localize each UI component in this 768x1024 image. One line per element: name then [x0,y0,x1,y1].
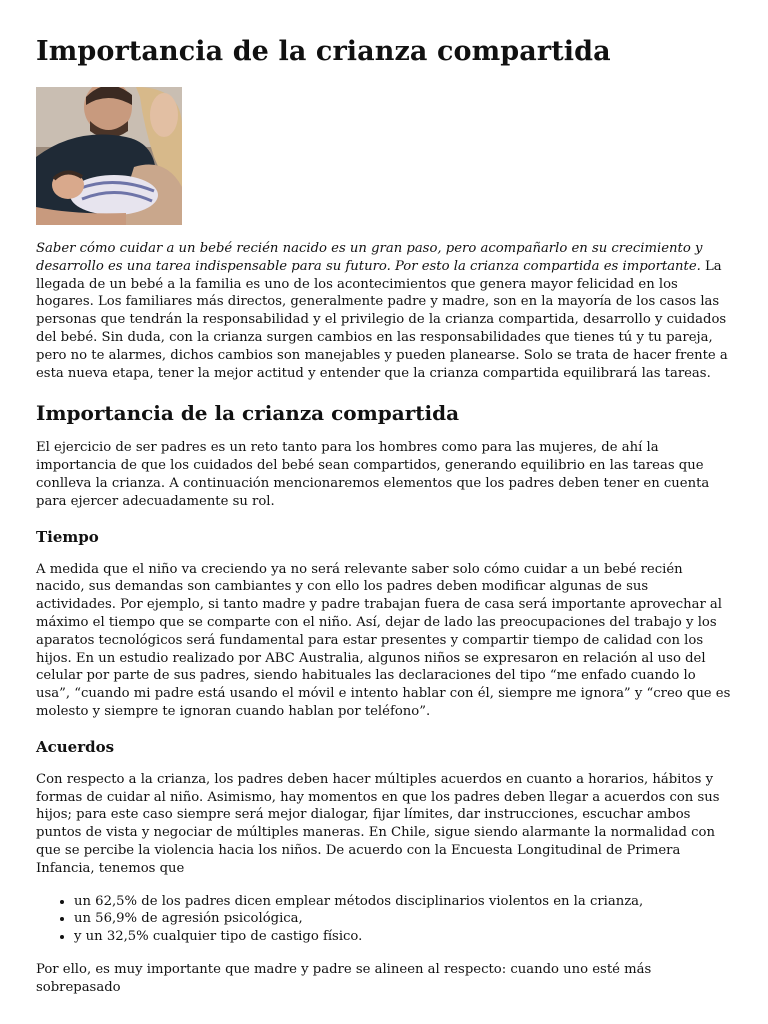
list-item: • un 62,5% de los padres dicen emplear métodos disciplinarios violentos en la crianza, [74,893,732,911]
family-photo-illustration [36,87,182,225]
list-item: • y un 32,5% cualquier tipo de castigo físico. [74,928,732,946]
tiempo-paragraph: A medida que el niño va creciendo ya no será relevante saber solo cómo cuidar a un bebé recién nacido, sus demandas son cambiantes y con ello los padres deben modificar algunas de sus actividades. Por ejemplo, si tanto madre y padre trabajan fuera de casa será importante aprovechar al máximo el tiempo que se comparte con el niño. Así, dejar de lado las preocupaciones del trabajo y los aparatos tecnológicos será fundamental para estar presentes y compartir tiempo de calidad con los hijos. En un estudio realizado por ABC Australia, algunos niños se expresaron en relación al uso del celular por parte de sus padres, siendo habituales las declaraciones del tipo “me enfado cuando lo usa”, “cuando mi padre está usando el móvil e intento hablar con él, siempre me ignora” y “creo que es molesto y siempre te ignoran cuando hablan por teléfono”. [36,561,731,719]
page-title: Importancia de la crianza compartida [36,36,611,67]
intro-paragraph [36,240,732,382]
acuerdos-heading: Acuerdos [36,737,115,756]
intro-text: La llegada de un bebé a la familia es uno de los acontecimientos que genera mayor felicidad en los hogares. Los familiares más directos, generalmente padre y madre, son en la mayoría de los casos las personas que tendrán la responsabilidad y el privilegio de la crianza compartida, desarrollo y cuidados del bebé. Sin duda, con la crianza surgen cambios en las responsabilidades que tienes tú y tu pareja, pero no te alarmes, dichos cambios son manejables y pueden planearse. Solo se trata de hacer frente a esta nueva etapa, tener la mejor actitud y entender que la crianza compartida equilibrará las tareas. [36,258,728,381]
list-item: • un 56,9% de agresión psicológica, [74,910,732,928]
intro-italic: Saber cómo cuidar a un bebé recién nacido es un gran paso, pero acompañarlo en su crecimiento y desarrollo es una tarea indispensable para su futuro. Por esto la crianza compartida es importante. [36,241,703,274]
section-paragraph: El ejercicio de ser padres es un reto tanto para los hombres como para las mujeres, de ahí la importancia de que los cuidados del bebé sean compartidos, generando equilibrio en las tareas que conlleva la crianza. A continuación mencionaremos elementos que los padres deben tener en cuenta para ejercer adecuadamente su rol. [36,440,710,509]
tiempo-heading: Tiempo [36,527,99,546]
family-photo [36,87,182,225]
statistics-list [36,893,732,946]
acuerdos-paragraph: Con respecto a la crianza, los padres deben hacer múltiples acuerdos en cuanto a horarios, hábitos y formas de cuidar al niño. Asimismo, hay momentos en que los padres deben llegar a acuerdos con sus hijos; para este caso siempre será mejor dialogar, fijar límites, dar instrucciones, escuchar ambos puntos de vista y negociar de múltiples maneras. En Chile, sigue siendo alarmante la normalidad con que se percibe la violencia hacia los niños. De acuerdo con la Encuesta Longitudinal de Primera Infancia, tenemos que [36,771,720,876]
closing-paragraph: Por ello, es muy importante que madre y padre se alineen al respecto: cuando uno esté más sobrepasado [36,961,652,995]
section-heading: Importancia de la crianza compartida [36,401,460,426]
